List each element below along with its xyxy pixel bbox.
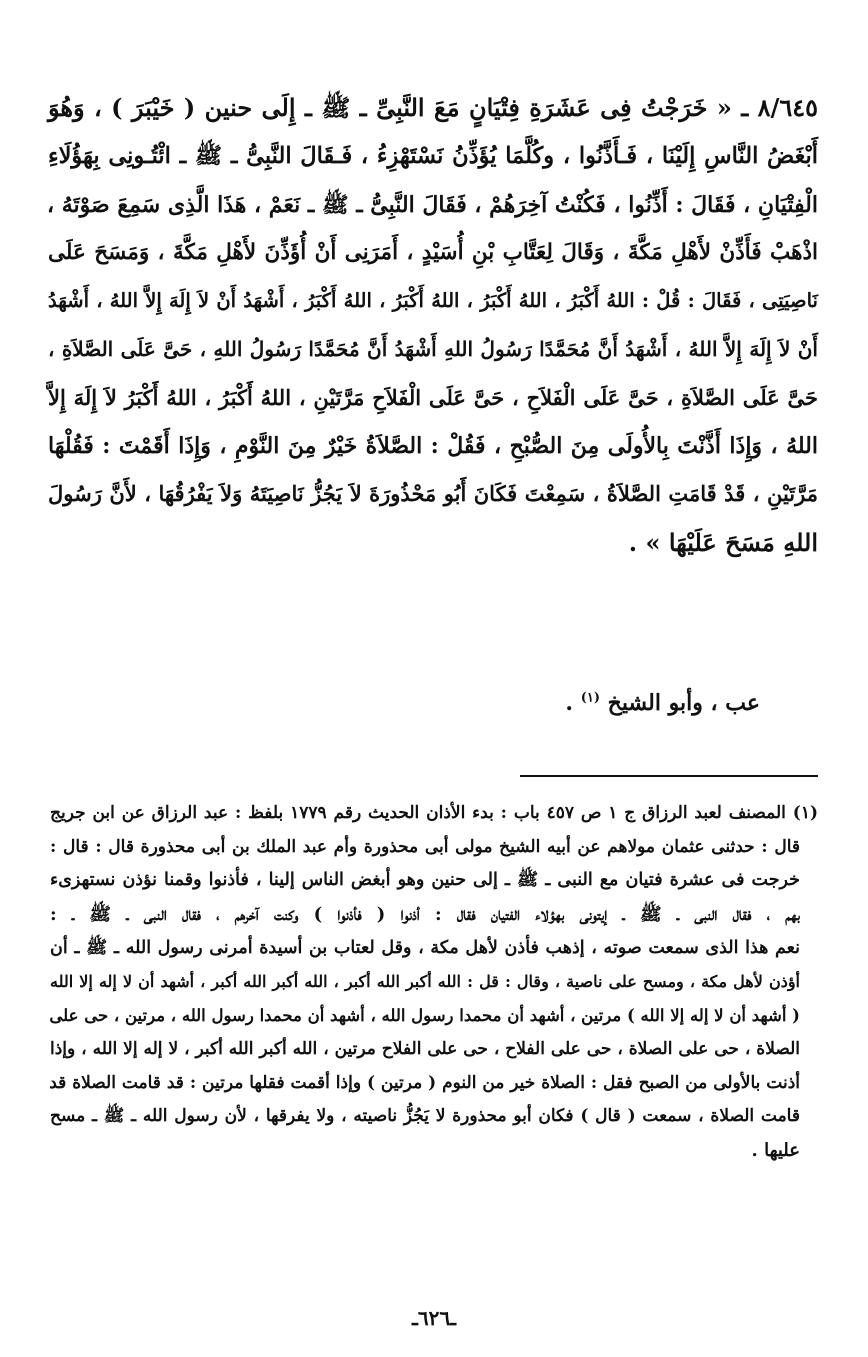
source-attribution [565,690,760,716]
hadith-line: أَنْ لاَ إِلَهَ إِلاَّ اللهُ ، أَشْهَدُ أَنَّ مُحَمَّدًا رَسُولُ اللهِ أَشْهَدُ أَنَّ مُحَمَّدًا رَسُولُ اللهِ ، حَىَّ عَلَى الصَّلاَةِ ، [48,337,818,362]
footnote-line: (١) المصنف لعبد الرزاق ج ١ ص ٤٥٧ باب : بدء الأذان الحديث رقم ١٧٧٩ بلفظ : عبد الرزاق عن ابن جريج [50,803,819,823]
hadith-line: الْفِتْيَانِ ، فَقَالَ : أَذِّنُوا ، فَكُنْتُ آخِرَهُمْ ، فَقَالَ النَّبِىُّ ـ ﷺ ـ نَعَمْ ، هَذَا الَّذِى سَمِعَ صَوْتَهُ ، [46,191,818,218]
footnote-separator [520,775,818,777]
hadith-line: نَاصِيَتِى ، فَقَالَ : قُلْ : اللهُ أَكْبَرُ ، اللهُ أَكْبَرُ ، اللهُ أَكْبَرُ ، اللهُ أَكْبَرُ ، أَشْهَدُ أَنْ لاَ إِلَهَ إِلاَّ اللهُ ، أَشْهَدُ [48,289,818,313]
hadith-text [48,84,818,567]
footnote-line: نعم هذا الذى سمعت صوته ، إذهب فأذن لأهل مكة ، وقل لعتاب بن أسيدة أمرنى رسول الله ـ ﷺ ـ أن [50,937,800,958]
footnotes [50,797,818,1168]
footnote-reference: (١) [580,690,600,706]
hadith-line: حَىَّ عَلَى الصَّلاَةِ ، حَىَّ عَلَى الْفَلاَحِ ، حَىَّ عَلَى الْفَلاَحِ مَرَّتَيْنِ ، اللهُ أَكْبَرُ ، اللهُ أَكْبَرُ لاَ إِلَهَ إِلاَّ [48,384,818,410]
footnote-line: بهم ، فقال النبى ـ ﷺ ـ إيتونى بهؤلاء الفتيان فقال : أذنوا ( فأذنوا ) وكنت آخرهم ، فقال النبى ـ ﷺ ـ : [50,904,800,926]
footnote-line: قامت الصلاة ، سمعت ( قال ) فكان أبو محذورة لا يَجُزُّ ناصيته ، ولا يفرقها ، لأن رسول الله ـ ﷺ ـ مسح [50,1106,800,1127]
hadith-line: ٨/٦٤٥ ـ « خَرَجْتُ فِى عَشَرَةِ فِتْيَانٍ مَعَ النَّبِىِّ ـ ﷺ ـ إِلَى حنين ( خَيْبَرَ ) ، وَهُوَ [48,93,818,122]
hadith-line: اللهُ ، وَإِذَا أَذَّنْتَ بِالأُولَى مِنَ الصُّبْحِ ، فَقُلْ : الصَّلاَةُ خَيْرٌ مِنَ النَّوْمِ ، وَإِذَا أَقَمْتَ : فَقُلْهَا [48,433,818,460]
page-number: ـ٦٢٦ـ [412,1306,456,1330]
footnote-line: قال : حدثنى عثمان مولاهم عن أبيه الشيخ مولى أبى محذورة وأم عبد الملك بن أبى محذورة قال : قال : [50,836,800,857]
source-text: عب ، وأبو الشيخ [607,690,760,716]
footnote-line: عليها . [751,1139,800,1161]
footnote-line: الصلاة ، حى على الصلاة ، حى على الفلاح ، حى على الفلاح مرتين ، الله أكبر الله أكبر ، لا إله إلا الله ، وإذا [50,1038,800,1059]
hadith-line: مَرَّتَيْنِ ، قَدْ قَامَتِ الصَّلاَةُ ، سَمِعْتَ فَكَانَ أَبُو مَحْذُورَةَ لاَ يَجُزُّ نَاصِيَتَهُ وَلاَ يَفْرُقُهَا ، لأَنَّ رَسُولَ [48,481,818,507]
footnote-line: خرجت فى عشرة فتيان مع النبى ـ ﷺ ـ إلى حنين وهو أبغض الناس إلينا ، فأذنوا وقمنا نؤذن نستهزىء [50,870,800,891]
hadith-line: اذْهَبْ فَأَذِّنْ لأَهْلِ مَكَّةَ ، وَقَالَ لِعَتَّابِ بْنِ أُسَيْدٍ ، أَمَرَنِى أَنْ أُؤَذِّنَ لأَهْلِ مَكَّةَ ، وَمَسَحَ عَلَى [48,239,818,265]
footnote-line: أؤذن لأهل مكة ، ومسح على ناصية ، وقال : قل : الله أكبر الله أكبر ، الله أكبر الله أكبر ، أشهد أن لا إله إلا الله [50,972,800,992]
hadith-line: أَبْغَضُ النَّاسِ إِلَيْنَا ، فَـأَذَّنُوا ، وكُلَّمَا يُؤَذِّنُ نَسْتَهْزِءُ ، فَـقَالَ النَّبِىُّ ـ ﷺ ـ ائْتُـونِى بِهَؤُلَاءِ [48,143,818,170]
source-end: . [565,690,574,716]
hadith-line: اللهِ مَسَحَ عَلَيْهَا » . [628,527,818,557]
footnote-line: ( أشهد أن لا إله إلا الله ) مرتين ، أشهد أن محمدا رسول الله ، أشهد أن محمدا رسول الله ، مرتين ، حى على [49,1006,800,1026]
footnote-line: أذنت بالأولى من الصبح فقل : الصلاة خير من النوم ( مرتين ) وإذا أقمت فقلها مرتين : قد قامت الصلاة قد [49,1072,800,1093]
